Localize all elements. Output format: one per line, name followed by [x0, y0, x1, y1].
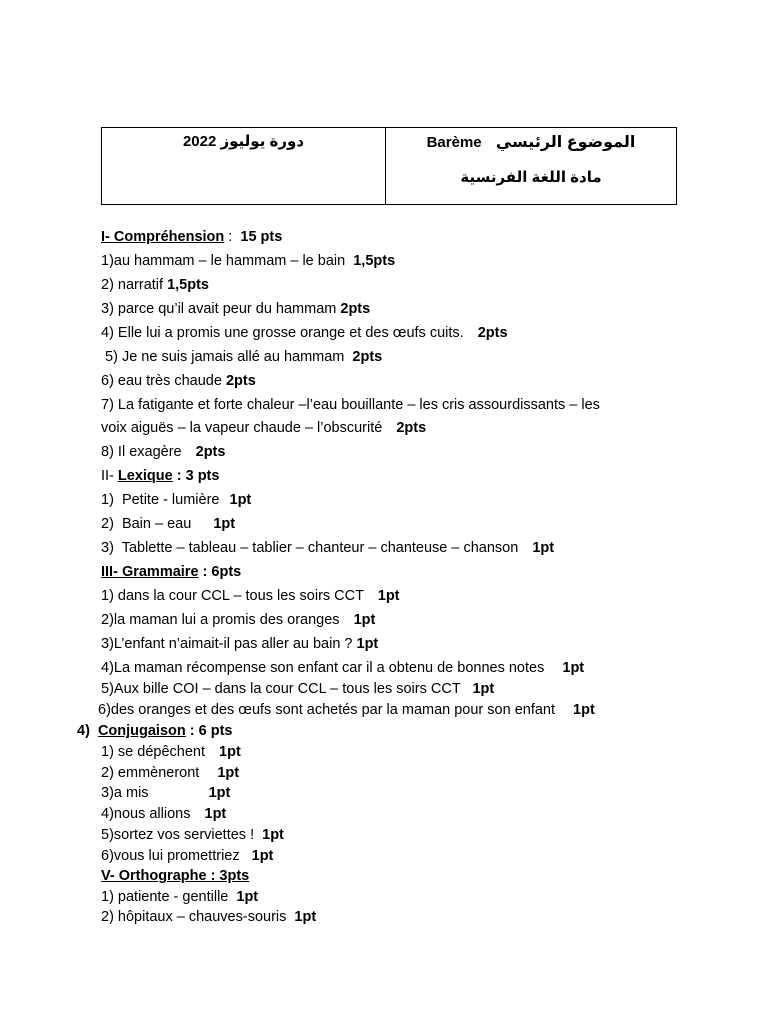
list-item: [101, 784, 230, 802]
answer-text: 4) Elle lui a promis une grosse orange et des œufs cuits.: [101, 325, 464, 341]
answer-points: 2pts: [225, 373, 256, 389]
answer-points: 2pts: [477, 325, 508, 341]
section-heading-conjugaison: [77, 722, 232, 740]
section-title: V- Orthographe : 3pts: [101, 868, 250, 884]
section-heading-orthographe: [101, 867, 249, 885]
answer-text: 2) hôpitaux – chauves-souris: [101, 909, 287, 925]
section-heading-comprehension: [101, 228, 282, 246]
answer-text: 8) Il exagère: [101, 444, 182, 460]
answer-points: 1pt: [236, 889, 259, 905]
answer-points: 1pt: [573, 702, 595, 718]
answer-points: 1pt: [472, 681, 495, 697]
answer-points: 2pts: [195, 444, 226, 460]
answer-points: 1pt: [356, 636, 379, 652]
list-item: [101, 805, 226, 823]
subject-label: الموضوع الرئيسي: [495, 134, 636, 151]
answer-points: 1pt: [204, 806, 227, 822]
list-item: [101, 491, 251, 509]
answer-text: 3) Tablette – tableau – tablier – chanteur – chanteuse – chanson: [101, 540, 519, 556]
section-sep: :: [224, 229, 241, 245]
list-item: [101, 419, 426, 437]
section-title: I- Compréhension: [101, 229, 225, 245]
answer-points: 1pt: [229, 492, 252, 508]
header-right-cell: [386, 128, 676, 204]
answer-text: 1) se dépêchent: [101, 744, 205, 760]
subject-name: مادة اللغة الفرنسية: [460, 169, 602, 186]
list-item: [101, 908, 316, 926]
answer-text: 2) emmèneront: [101, 765, 200, 781]
answer-text: 1) patiente - gentille: [101, 889, 229, 905]
answer-points: 1pt: [251, 848, 274, 864]
list-item: [101, 252, 395, 270]
answer-text: 5)Aux bille COI – dans la cour CCL – tous les soirs CCT: [101, 681, 461, 697]
answer-text: 6)des oranges et des œufs sont achetés par la maman pour son enfant: [98, 702, 556, 718]
section-score: : 3 pts: [172, 468, 220, 484]
section-title: III- Grammaire: [101, 564, 199, 580]
answer-points: 1,5pts: [167, 277, 210, 293]
list-item: [101, 300, 370, 318]
header-left-cell: [102, 128, 386, 204]
answer-text: 1)au hammam – le hammam – le bain: [101, 253, 346, 269]
answer-text: 2)la maman lui a promis des oranges: [101, 612, 340, 628]
list-item: [101, 743, 241, 761]
answer-points: 1pt: [377, 588, 400, 604]
list-item: [101, 888, 258, 906]
answer-text: 3)a mis: [101, 785, 149, 801]
answer-text: 3)L’enfant n’aimait-il pas aller au bain ?: [101, 636, 353, 652]
answer-text: 4)nous allions: [101, 806, 191, 822]
subject-line: [386, 132, 676, 152]
section-title: Lexique: [117, 468, 173, 484]
exam-session: دورة يوليوز 2022: [182, 133, 305, 150]
list-item: [101, 635, 378, 653]
list-item: [101, 659, 584, 677]
answer-points: 1pt: [294, 909, 317, 925]
answer-text: 3) parce qu’il avait peur du hammam: [101, 301, 337, 317]
list-item: [101, 324, 508, 342]
list-item: [101, 539, 554, 557]
answer-text: 6)vous lui promettriez: [101, 848, 240, 864]
list-item: [101, 372, 256, 390]
list-item: [101, 587, 400, 605]
section-score: : 6 pts: [185, 723, 233, 739]
answer-points: 2pts: [340, 301, 371, 317]
answer-text: 4)La maman récompense son enfant car il a obtenu de bonnes notes: [101, 660, 545, 676]
section-title: Conjugaison: [97, 723, 186, 739]
bareme-label: Barème: [426, 134, 482, 151]
section-prefix: II-: [101, 468, 118, 484]
section-score: : 6pts: [198, 564, 242, 580]
section-number: 4): [77, 723, 90, 739]
answer-text: 6) eau très chaude: [101, 373, 222, 389]
answer-points: 1pt: [208, 785, 231, 801]
list-item: [101, 764, 239, 782]
answer-points: 1pt: [353, 612, 376, 628]
answer-text: 2) narratif: [101, 277, 164, 293]
answer-points: 1pt: [532, 540, 555, 556]
list-item: [101, 276, 209, 294]
section-heading-lexique: [101, 467, 219, 485]
list-item: [101, 847, 273, 865]
answer-points: 2pts: [396, 420, 427, 436]
list-item: [101, 396, 600, 414]
answer-text: 5)sortez vos serviettes !: [101, 827, 255, 843]
list-item: [101, 680, 494, 698]
answer-points: 1pt: [262, 827, 284, 843]
answer-text: 2) Bain – eau: [101, 516, 192, 532]
answer-points: 1pt: [562, 660, 585, 676]
header-table: [101, 127, 677, 205]
answer-points: 1pt: [213, 516, 236, 532]
answer-points: 2pts: [352, 349, 383, 365]
answer-points: 1pt: [219, 744, 241, 760]
answer-text: 7) La fatigante et forte chaleur –l’eau bouillante – les cris assourdissants – les: [101, 397, 600, 413]
list-item: [101, 826, 284, 844]
answer-text: voix aiguës – la vapeur chaude – l’obscurité: [101, 420, 383, 436]
list-item: [101, 443, 225, 461]
answer-text: 1) Petite - lumière: [101, 492, 220, 508]
list-item: [101, 611, 375, 629]
answer-text: 1) dans la cour CCL – tous les soirs CCT: [101, 588, 364, 604]
answer-text: 5) Je ne suis jamais allé au hammam: [101, 349, 345, 365]
answer-points: 1pt: [217, 765, 240, 781]
answer-points: 1,5pts: [353, 253, 396, 269]
section-heading-grammaire: [101, 563, 241, 581]
list-item: [101, 348, 382, 366]
list-item: [101, 515, 235, 533]
list-item: [98, 701, 595, 719]
section-score: 15 pts: [240, 229, 283, 245]
